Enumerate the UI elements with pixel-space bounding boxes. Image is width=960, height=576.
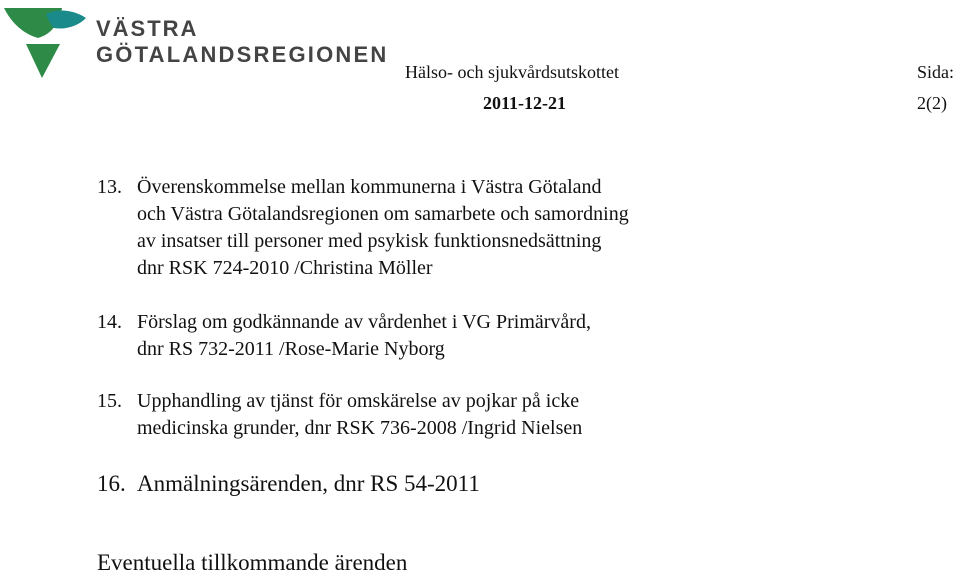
- item-line: Anmälningsärenden, dnr RS 54-2011: [137, 471, 480, 496]
- committee-name: Hälso- och sjukvårdsutskottet: [405, 62, 619, 82]
- logo-text-line1: VÄSTRA: [96, 16, 199, 41]
- item-number: 16.: [97, 471, 126, 496]
- item-line: och Västra Götalandsregionen om samarbete och samordning: [137, 203, 629, 225]
- item-line: dnr RS 732-2011 /Rose-Marie Nyborg: [137, 338, 445, 360]
- meeting-date: 2011-12-21: [483, 93, 566, 113]
- item-line: Upphandling av tjänst för omskärelse av pojkar på icke: [137, 390, 580, 412]
- item-number: 13.: [97, 176, 122, 198]
- agenda-item-14: [97, 309, 591, 363]
- vgregion-logo: [2, 4, 389, 84]
- vgregion-leaf-icon: [2, 4, 94, 84]
- logo-text-line2: GÖTALANDSREGIONEN: [96, 42, 389, 67]
- page-label: Sida:: [917, 62, 955, 82]
- item-line: Överenskommelse mellan kommunerna i Västra Götaland: [137, 176, 602, 198]
- item-line: av insatser till personer med psykisk funktionsnedsättning: [137, 230, 602, 252]
- agenda-item-15: [97, 388, 582, 442]
- agenda-item-16: [97, 470, 480, 497]
- extra-items-heading: Eventuella tillkommande ärenden: [97, 550, 408, 575]
- item-number: 14.: [97, 311, 122, 333]
- page-number: 2(2): [917, 93, 947, 113]
- item-number: 15.: [97, 390, 122, 412]
- item-line: medicinska grunder, dnr RSK 736-2008 /Ingrid Nielsen: [137, 417, 583, 439]
- item-line: Förslag om godkännande av vårdenhet i VG Primärvård,: [137, 311, 591, 333]
- agenda-item-13: [97, 174, 629, 282]
- item-line: dnr RSK 724-2010 /Christina Möller: [137, 257, 433, 279]
